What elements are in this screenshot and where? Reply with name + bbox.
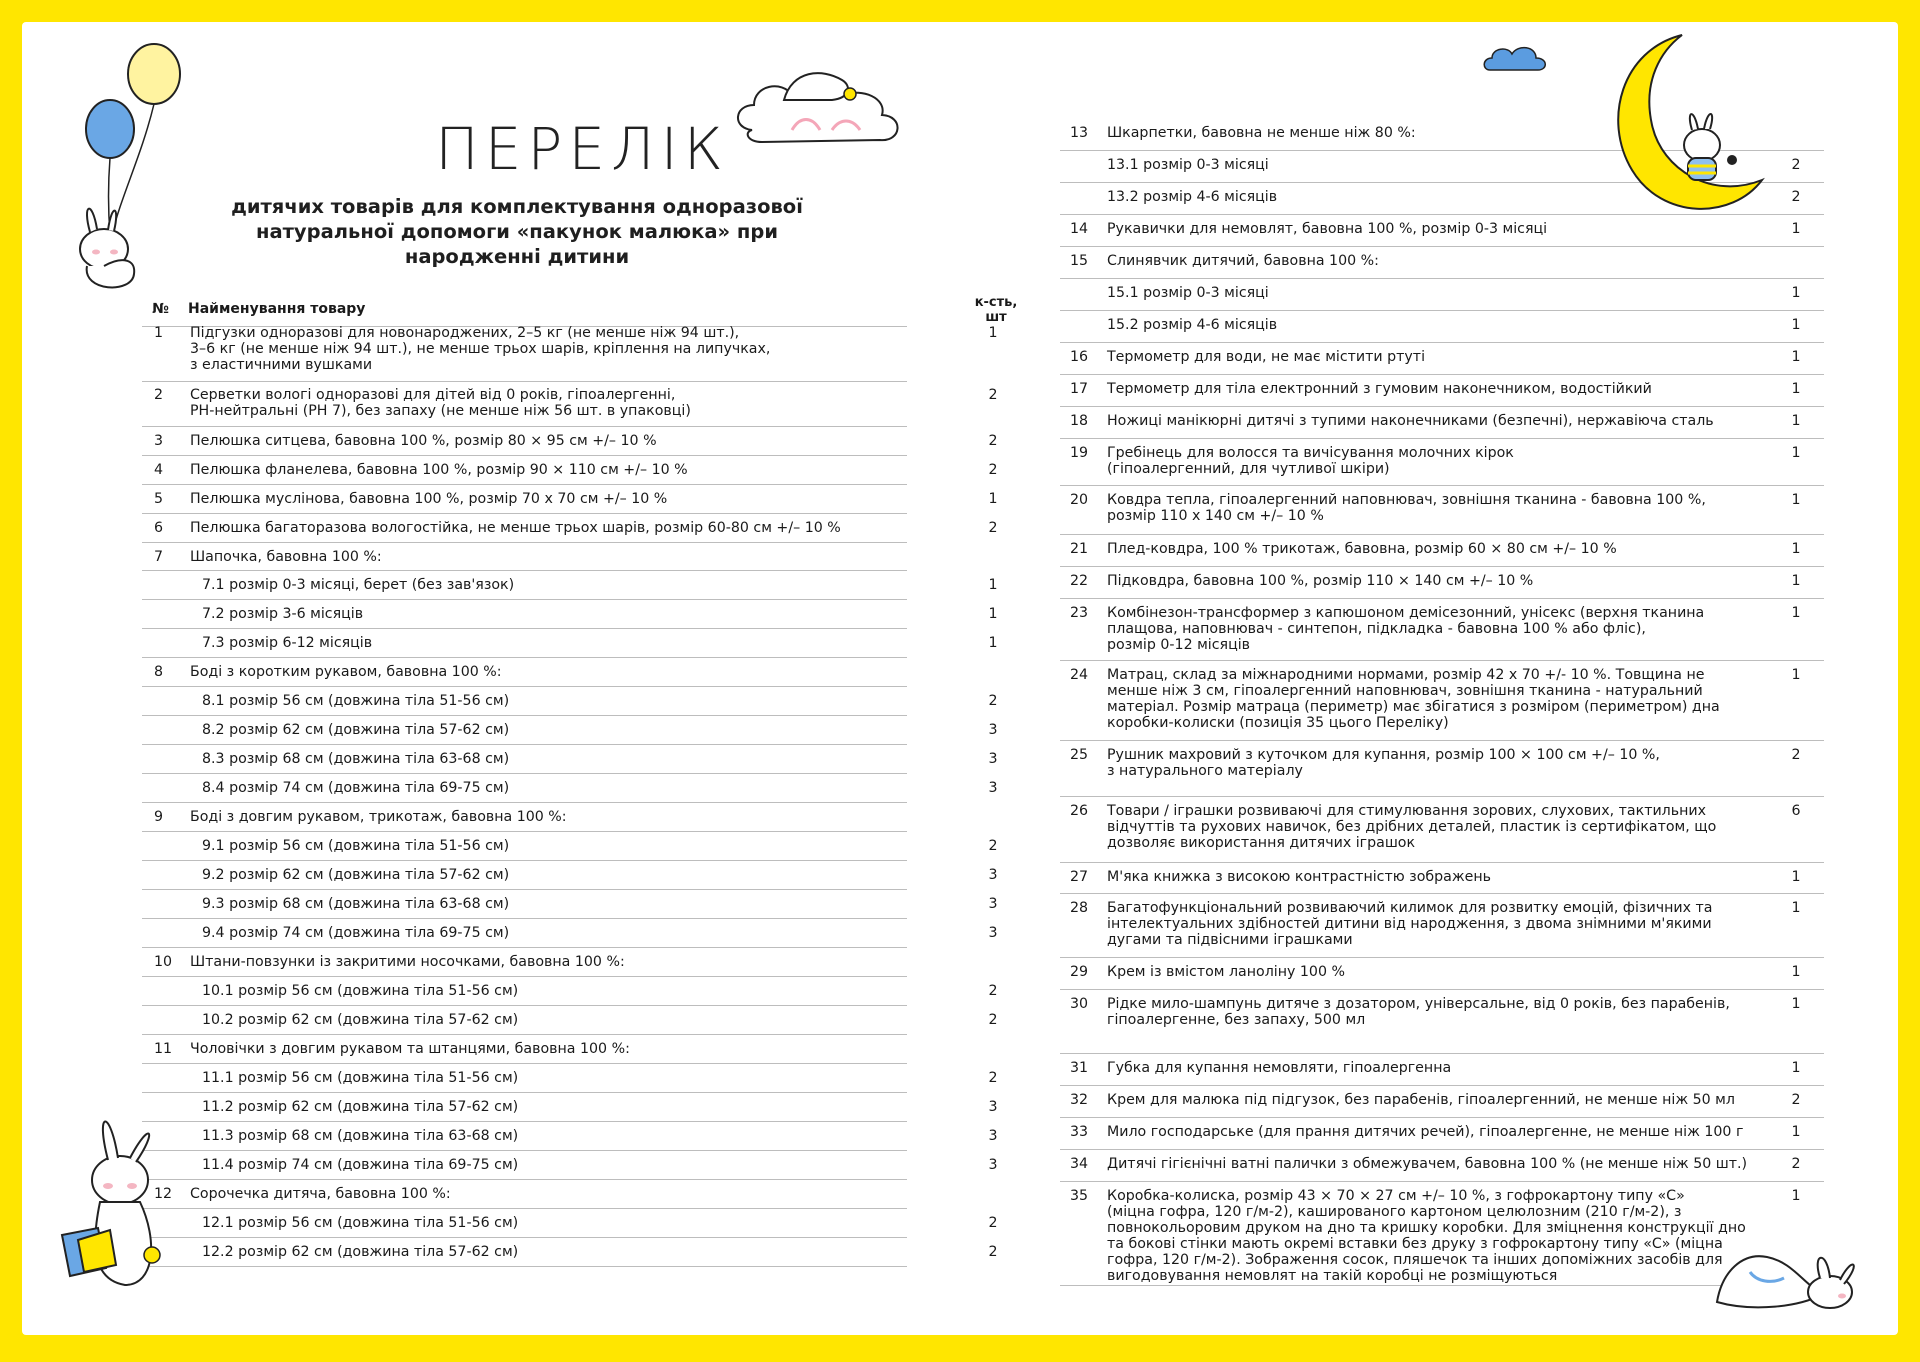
item-quantity: 2	[988, 1244, 998, 1260]
item-quantity: 3	[988, 1128, 998, 1144]
item-name: Боді з довгим рукавом, трикотаж, бавовна 100 %:	[190, 809, 567, 825]
table-subrow	[142, 831, 998, 861]
item-name: 9.1 розмір 56 см (довжина тіла 51-56 см)	[202, 838, 510, 854]
table-subrow	[142, 599, 998, 629]
item-name: Термометр для води, не має містити ртуті	[1107, 349, 1426, 365]
item-name: 9.2 розмір 62 см (довжина тіла 57-62 см)	[202, 867, 510, 883]
item-name: 11.4 розмір 74 см (довжина тіла 69-75 см)	[202, 1157, 519, 1173]
table-subrow	[142, 1092, 998, 1122]
item-name: Матрац, склад за міжнародними нормами, розмір 42 х 70 +/- 10 %. Товщина не менше ніж 3 см, гіпоалергенний наповнювач, зовнішня тканина - натуральний матеріал. Розмір матраца (периметр) має збігатися з розміром (периметром) дна коробки-колиски (позиція 35 цього Переліку)	[1107, 667, 1720, 731]
item-name: 7.2 розмір 3-6 місяців	[202, 606, 364, 622]
item-number: 16	[1070, 349, 1089, 365]
table-subrow	[142, 773, 998, 803]
item-name: Шкарпетки, бавовна не менше ніж 80 %:	[1107, 125, 1416, 141]
item-number: 19	[1070, 445, 1089, 461]
header-number: №	[152, 301, 169, 317]
item-quantity: 3	[988, 751, 998, 767]
table-row	[1060, 1117, 1824, 1150]
item-name: Рукавички для немовлят, бавовна 100 %, розмір 0-3 місяці	[1107, 221, 1548, 237]
item-name: 15.1 розмір 0-3 місяці	[1107, 285, 1269, 301]
item-number: 10	[154, 954, 173, 970]
table-subrow	[142, 744, 998, 774]
item-name: Крем із вмістом ланоліну 100 %	[1107, 964, 1345, 980]
item-quantity: 3	[988, 722, 998, 738]
item-number: 18	[1070, 413, 1089, 429]
item-quantity: 2	[988, 462, 998, 478]
item-name: Пелюшка фланелева, бавовна 100 %, розмір 90 × 110 см +/– 10 %	[190, 462, 688, 478]
item-number: 11	[154, 1041, 173, 1057]
item-quantity: 1	[1791, 381, 1801, 397]
item-quantity: 2	[988, 1012, 998, 1028]
table-row	[1060, 740, 1824, 797]
item-quantity: 1	[1791, 285, 1801, 301]
table-row	[142, 380, 998, 427]
table-row	[1060, 957, 1824, 990]
table-row	[142, 455, 998, 485]
table-row	[1060, 534, 1824, 567]
table-row	[1060, 598, 1824, 661]
document-page	[22, 22, 1898, 1335]
item-quantity: 1	[988, 606, 998, 622]
item-quantity: 1	[1791, 445, 1801, 461]
table-row	[142, 513, 998, 543]
table-row	[1060, 989, 1824, 1054]
item-name: Термометр для тіла електронний з гумовим наконечником, водостійкий	[1107, 381, 1652, 397]
item-name: Слинявчик дитячий, бавовна 100 %:	[1107, 253, 1379, 269]
item-name: Чоловічки з довгим рукавом та штанцями, бавовна 100 %:	[190, 1041, 630, 1057]
item-name: 8.4 розмір 74 см (довжина тіла 69-75 см)	[202, 780, 510, 796]
item-number: 20	[1070, 492, 1089, 508]
item-name: Підгузки одноразові для новонароджених, 2–5 кг (не менше ніж 94 шт.), 3–6 кг (не менше ніж 94 шт.), не менше трьох шарів, кріплення на липучках, з еластичними вушками	[190, 325, 771, 373]
item-number: 1	[154, 325, 164, 341]
table-subrow	[142, 1237, 998, 1267]
balloons-bunny-illustration	[42, 34, 187, 304]
item-quantity: 1	[1791, 605, 1801, 621]
table-row	[1060, 1053, 1824, 1086]
item-name: 11.1 розмір 56 см (довжина тіла 51-56 см)	[202, 1070, 519, 1086]
item-number: 26	[1070, 803, 1089, 819]
item-number: 28	[1070, 900, 1089, 916]
table-subrow	[142, 918, 998, 948]
item-number: 30	[1070, 996, 1089, 1012]
item-name: Плед-ковдра, 100 % трикотаж, бавовна, розмір 60 × 80 см +/– 10 %	[1107, 541, 1617, 557]
item-number: 29	[1070, 964, 1089, 980]
item-quantity: 2	[1791, 1156, 1801, 1172]
table-row	[1060, 246, 1824, 279]
table-subrow	[142, 889, 998, 919]
page-title: ПЕРЕЛІК	[435, 115, 729, 183]
table-row	[1060, 862, 1824, 894]
page-subtitle: дитячих товарів для комплектування одноразової натуральної допомоги «пакунок малюка» при народженні дитини	[231, 195, 803, 268]
yellow-balloon-icon	[128, 44, 180, 104]
item-name: 10.2 розмір 62 см (довжина тіла 57-62 см)	[202, 1012, 519, 1028]
item-number: 12	[154, 1186, 173, 1202]
item-quantity: 1	[1791, 1060, 1801, 1076]
item-quantity: 3	[988, 896, 998, 912]
table-row	[1060, 374, 1824, 407]
item-name: 8.1 розмір 56 см (довжина тіла 51-56 см)	[202, 693, 510, 709]
item-name: 10.1 розмір 56 см (довжина тіла 51-56 см)	[202, 983, 519, 999]
item-quantity: 1	[1791, 900, 1801, 916]
item-number: 4	[154, 462, 164, 478]
item-quantity: 1	[1791, 996, 1801, 1012]
table-row	[1060, 1149, 1824, 1182]
table-subrow	[142, 570, 998, 600]
item-quantity: 3	[988, 1099, 998, 1115]
item-name: Ножиці манікюрні дитячі з тупими наконечниками (безпечні), нержавіюча сталь	[1107, 413, 1714, 429]
item-number: 6	[154, 520, 164, 536]
item-quantity: 1	[1791, 413, 1801, 429]
item-name: Пелюшка муслінова, бавовна 100 %, розмір 70 х 70 см +/– 10 %	[190, 491, 668, 507]
item-quantity: 3	[988, 1157, 998, 1173]
item-quantity: 2	[1791, 1092, 1801, 1108]
item-quantity: 6	[1791, 803, 1801, 819]
item-quantity: 1	[988, 325, 998, 341]
item-name: Дитячі гігієнічні ватні палички з обмежувачем, бавовна 100 % (не менше ніж 50 шт.)	[1107, 1156, 1748, 1172]
table-subrow	[142, 860, 998, 890]
blue-balloon-icon	[86, 100, 134, 158]
item-name: 8.2 розмір 62 см (довжина тіла 57-62 см)	[202, 722, 510, 738]
item-name: Рушник махровий з куточком для купання, розмір 100 × 100 см +/– 10 %, з натурального матеріалу	[1107, 747, 1660, 779]
item-number: 31	[1070, 1060, 1089, 1076]
item-name: Серветки вологі одноразові для дітей від 0 років, гіпоалергенні, PH-нейтральні (PH 7), без запаху (не менше ніж 56 шт. в упаковці)	[190, 387, 691, 419]
item-number: 14	[1070, 221, 1089, 237]
item-name: Губка для купання немовляти, гіпоалергенна	[1107, 1060, 1452, 1076]
small-cloud-icon	[1482, 40, 1552, 80]
item-name: Шапочка, бавовна 100 %:	[190, 549, 382, 565]
item-number: 21	[1070, 541, 1089, 557]
item-quantity: 2	[988, 520, 998, 536]
item-name: 9.3 розмір 68 см (довжина тіла 63-68 см)	[202, 896, 510, 912]
item-number: 15	[1070, 253, 1089, 269]
table-subrow	[142, 1005, 998, 1035]
item-name: Сорочечка дитяча, бавовна 100 %:	[190, 1186, 451, 1202]
item-name: Пелюшка ситцева, бавовна 100 %, розмір 80 × 95 см +/– 10 %	[190, 433, 657, 449]
item-quantity: 1	[1791, 492, 1801, 508]
table-row	[1060, 660, 1824, 741]
item-quantity: 1	[1791, 573, 1801, 589]
item-number: 17	[1070, 381, 1089, 397]
item-quantity: 1	[988, 491, 998, 507]
item-name: 7.1 розмір 0-3 місяці, берет (без зав'язок)	[202, 577, 515, 593]
item-name: 13.1 розмір 0-3 місяці	[1107, 157, 1269, 173]
table-subrow	[1060, 310, 1824, 343]
table-row	[142, 657, 907, 687]
table-row	[1060, 893, 1824, 958]
table-subrow	[142, 1121, 998, 1151]
item-name: Товари / іграшки розвиваючі для стимулювання зорових, слухових, тактильних відчуттів та рухових навичок, без дрібних деталей, пластик із сертифікатом, що дозволяє використання дитячих іграшок	[1107, 803, 1717, 851]
item-name: Гребінець для волосся та вичісування молочних кірок (гіпоалергенний, для чутливої шкіри)	[1107, 445, 1514, 477]
bunny-in-hat-illustration	[1702, 1222, 1872, 1322]
item-quantity: 2	[988, 1215, 998, 1231]
item-name: 15.2 розмір 4-6 місяців	[1107, 317, 1278, 333]
item-name: Коробка-колиска, розмір 43 × 70 × 27 см +/– 10 %, з гофрокартону типу «С» (міцна гофра, 120 г/м-2), кашированого картоном целюлозним (210 г/м-2), з повнокольоровим друком на дно та кришку коробки. Для зміцнення конструкції дно та бокові стінки мають окремі вставки без друку з гофрокартону типу «С» (міцна гофра, 120 г/м-2). Зображення сосок, пляшечок та інших допоміжних засобів для вигодовування немовлят на такій коробці не розміщуються	[1107, 1188, 1746, 1284]
bunny-with-bag-illustration	[40, 1090, 190, 1300]
item-quantity: 1	[1791, 221, 1801, 237]
item-quantity: 2	[988, 387, 998, 403]
item-number: 27	[1070, 869, 1089, 885]
table-row	[142, 426, 998, 456]
item-quantity: 3	[988, 925, 998, 941]
item-name: Комбінезон-трансформер з капюшоном демісезонний, унісекс (верхня тканина плащова, наповнювач - синтепон, підкладка - бавовна 100 % або фліс), розмір 0-12 місяців	[1107, 605, 1705, 653]
item-quantity: 2	[1791, 157, 1801, 173]
item-name: 12.2 розмір 62 см (довжина тіла 57-62 см)	[202, 1244, 519, 1260]
item-quantity: 1	[1791, 317, 1801, 333]
item-name: 8.3 розмір 68 см (довжина тіла 63-68 см)	[202, 751, 510, 767]
item-quantity: 2	[988, 1070, 998, 1086]
table-row	[1060, 485, 1824, 535]
table-row	[142, 947, 907, 977]
item-number: 13	[1070, 125, 1089, 141]
sleeping-bunny-cloud-illustration	[732, 50, 912, 160]
item-number: 35	[1070, 1188, 1089, 1204]
item-number: 34	[1070, 1156, 1089, 1172]
table-row	[142, 1034, 907, 1064]
table-subrow	[142, 686, 998, 716]
item-name: 7.3 розмір 6-12 місяців	[202, 635, 373, 651]
item-quantity: 2	[988, 983, 998, 999]
item-quantity: 2	[1791, 747, 1801, 763]
table-subrow	[142, 1150, 998, 1180]
table-row	[142, 542, 907, 571]
item-quantity: 3	[988, 780, 998, 796]
table-row	[1060, 796, 1824, 863]
item-number: 22	[1070, 573, 1089, 589]
table-row	[142, 1179, 907, 1209]
table-subrow	[142, 976, 998, 1006]
item-quantity: 2	[988, 838, 998, 854]
item-number: 7	[154, 549, 164, 565]
table-row	[1060, 566, 1824, 599]
item-quantity: 1	[1791, 1188, 1801, 1204]
item-name: М'яка книжка з високою контрастністю зображень	[1107, 869, 1491, 885]
item-number: 25	[1070, 747, 1089, 763]
table-row	[1060, 342, 1824, 375]
item-number: 9	[154, 809, 164, 825]
item-name: Боді з коротким рукавом, бавовна 100 %:	[190, 664, 502, 680]
item-name: Підковдра, бавовна 100 %, розмір 110 × 140 см +/– 10 %	[1107, 573, 1534, 589]
item-name: 11.3 розмір 68 см (довжина тіла 63-68 см)	[202, 1128, 519, 1144]
item-name: 13.2 розмір 4-6 місяців	[1107, 189, 1278, 205]
table-subrow	[142, 715, 998, 745]
item-name: Пелюшка багаторазова вологостійка, не менше трьох шарів, розмір 60-80 см +/– 10 %	[190, 520, 841, 536]
table-row	[1060, 406, 1824, 439]
item-number: 2	[154, 387, 164, 403]
item-name: Мило господарське (для прання дитячих речей), гіпоалергенне, не менше ніж 100 г	[1107, 1124, 1744, 1140]
header-quantity: к-сть, шт	[974, 295, 1018, 325]
item-quantity: 1	[1791, 964, 1801, 980]
item-quantity: 1	[1791, 1124, 1801, 1140]
item-quantity: 1	[1791, 349, 1801, 365]
table-row	[142, 484, 998, 514]
item-number: 33	[1070, 1124, 1089, 1140]
item-name: 9.4 розмір 74 см (довжина тіла 69-75 см)	[202, 925, 510, 941]
item-quantity: 2	[988, 433, 998, 449]
item-number: 3	[154, 433, 164, 449]
table-subrow	[142, 628, 998, 658]
header-name: Найменування товару	[188, 301, 366, 317]
item-quantity: 1	[1791, 667, 1801, 683]
item-name: Крем для малюка під підгузок, без парабенів, гіпоалергенний, не менше ніж 50 мл	[1107, 1092, 1735, 1108]
bottom-frame-strip	[0, 1341, 1920, 1362]
item-quantity: 1	[988, 635, 998, 651]
table-row	[142, 802, 907, 832]
item-quantity: 1	[988, 577, 998, 593]
table-row	[1060, 1085, 1824, 1118]
item-number: 24	[1070, 667, 1089, 683]
moon-bunny-illustration	[1582, 30, 1782, 230]
item-quantity: 3	[988, 867, 998, 883]
item-name: 12.1 розмір 56 см (довжина тіла 51-56 см)	[202, 1215, 519, 1231]
table-row	[142, 318, 998, 382]
item-quantity: 2	[988, 693, 998, 709]
item-name: Ковдра тепла, гіпоалергенний наповнювач, зовнішня тканина - бавовна 100 %, розмір 110 х 140 см +/– 10 %	[1107, 492, 1706, 524]
item-name: 11.2 розмір 62 см (довжина тіла 57-62 см)	[202, 1099, 519, 1115]
table-row	[1060, 438, 1824, 486]
item-name: Багатофункціональний розвиваючий килимок для розвитку емоцій, фізичних та інтелектуальних здібностей дитини від народження, з двома знімними м'якими дугами та підвісними іграшками	[1107, 900, 1713, 948]
item-quantity: 1	[1791, 541, 1801, 557]
item-quantity: 2	[1791, 189, 1801, 205]
table-subrow	[1060, 278, 1824, 311]
item-number: 32	[1070, 1092, 1089, 1108]
item-name: Рідке мило-шампунь дитяче з дозатором, універсальне, від 0 років, без парабенів, гіпоалергенне, без запаху, 500 мл	[1107, 996, 1730, 1028]
table-subrow	[142, 1208, 998, 1238]
item-number: 23	[1070, 605, 1089, 621]
table-subrow	[142, 1063, 998, 1093]
item-number: 5	[154, 491, 164, 507]
item-name: Штани-повзунки із закритими носочками, бавовна 100 %:	[190, 954, 625, 970]
item-number: 8	[154, 664, 164, 680]
item-quantity: 1	[1791, 869, 1801, 885]
